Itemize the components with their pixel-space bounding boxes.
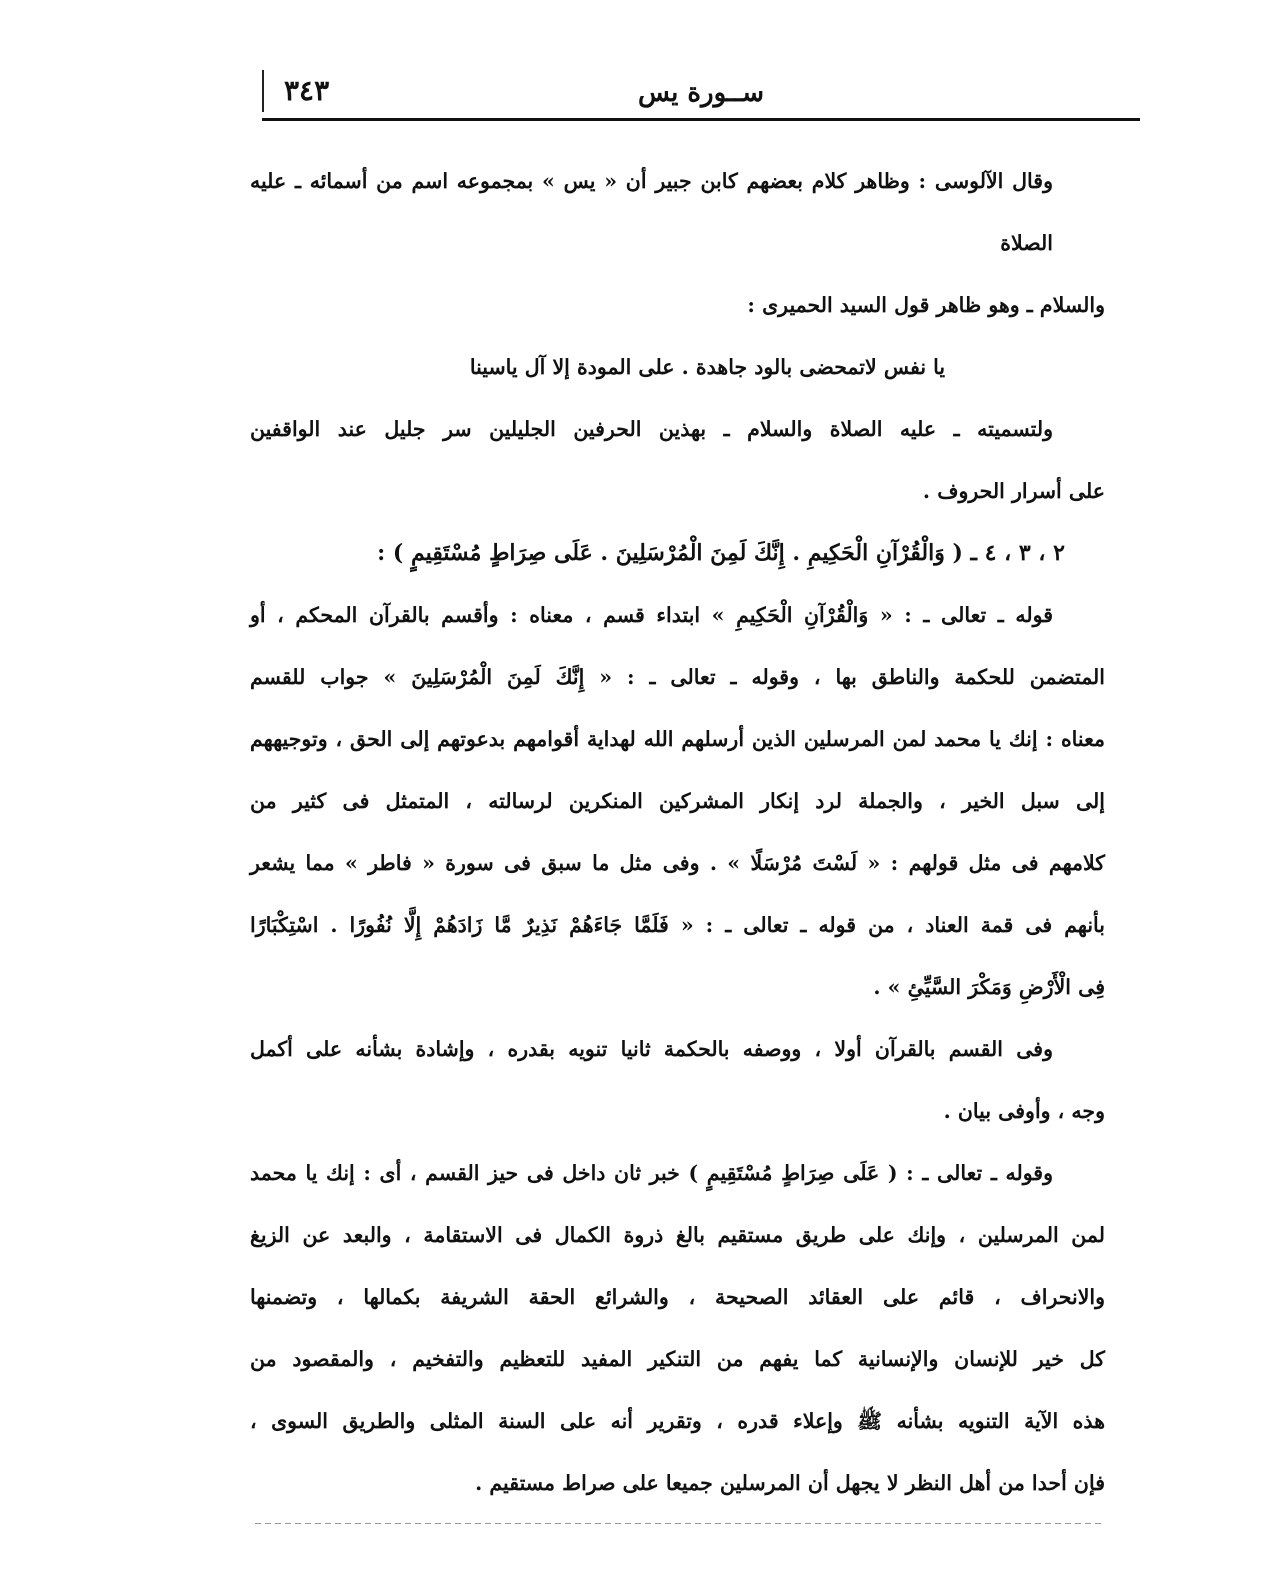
text-line: وجه ، وأوفى بيان . xyxy=(943,1099,1105,1123)
text-line: وقال الآلوسى : وظاهر كلام بعضهم كابن جبير أن « يس » بمجموعه اسم من أسمائه ـ عليه الصلاة xyxy=(250,169,1053,255)
text-line: والسلام ـ وهو ظاهر قول السيد الحميرى : xyxy=(747,293,1105,317)
text-line: معناه : إنك يا محمد لمن المرسلين الذين أرسلهم الله لهداية أقوامهم بدعوتهم إلى الحق ، وتوجيههم xyxy=(250,727,1105,751)
header-rule xyxy=(262,118,1140,121)
text-line: وقوله ـ تعالى ـ : ( عَلَى صِرَاطٍ مُسْتَقِيمٍ ) خبر ثان داخل فى حيز القسم ، أى : إنك يا محمد xyxy=(250,1161,1053,1185)
text-line: فِى الْأَرْضِ وَمَكْرَ السَّيِّئِ » . xyxy=(873,975,1105,999)
text-line: المتضمن للحكمة والناطق بها ، وقوله ـ تعالى ـ : « إِنَّكَ لَمِنَ الْمُرْسَلِينَ » جواب للقسم xyxy=(250,665,1105,689)
bottom-rule xyxy=(255,1523,1105,1524)
text-line: بأنهم فى قمة العناد ، من قوله ـ تعالى ـ : « فَلَمَّا جَاءَهُمْ نَذِيرٌ مَّا زَادَهُمْ إِلَّا نُفُورًا . اسْتِكْبَارًا xyxy=(250,913,1105,937)
page-number: ٣٤٣ xyxy=(284,74,330,107)
text-line: إلى سبل الخير ، والجملة لرد إنكار المشركين المنكرين لرسالته ، المتمثل فى كثير من xyxy=(250,789,1105,813)
page-header xyxy=(262,70,1140,122)
text-line: لمن المرسلين ، وإنك على طريق مستقيم بالغ ذروة الكمال فى الاستقامة ، والبعد عن الزيغ xyxy=(250,1223,1105,1247)
text-line: قوله ـ تعالى ـ : « وَالْقُرْآنِ الْحَكِيمِ » ابتداء قسم ، معناه : وأقسم بالقرآن المحكم ، أو xyxy=(250,603,1053,627)
text-line: والانحراف ، قائم على العقائد الصحيحة ، والشرائع الحقة الشريفة بكمالها ، وتضمنها xyxy=(250,1285,1105,1309)
text-line: كلامهم فى مثل قولهم : « لَسْتَ مُرْسَلًا » . وفى مثل ما سبق فى سورة « فاطر » مما يشعر xyxy=(250,851,1105,875)
surah-title: ســورة يس xyxy=(637,78,765,108)
page-body xyxy=(250,150,1105,1514)
text-line: ولتسميته ـ عليه الصلاة والسلام ـ بهذين الحرفين الجليلين سر جليل عند الواقفين xyxy=(250,417,1053,441)
text-line: كل خير للإنسان والإنسانية كما يفهم من التنكير المفيد للتعظيم والتفخيم ، والمقصود من xyxy=(250,1347,1105,1371)
text-line: على أسرار الحروف . xyxy=(922,479,1105,503)
quran-verse-heading: ٢ ، ٣ ، ٤ ـ ( وَالْقُرْآنِ الْحَكِيمِ . إِنَّكَ لَمِنَ الْمُرْسَلِينَ . عَلَى صِرَاطٍ مُسْتَقِيمٍ ) : xyxy=(377,540,1065,566)
poetry-verse: يا نفس لاتمحضى بالود جاهدة . على المودة إلا آل ياسينا xyxy=(469,355,946,379)
text-line: هذه الآية التنويه بشأنه ﷺ وإعلاء قدره ، وتقرير أنه على السنة المثلى والطريق السوى ، xyxy=(250,1409,1105,1433)
text-line: وفى القسم بالقرآن أولا ، ووصفه بالحكمة ثانيا تنويه بقدره ، وإشادة بشأنه على أكمل xyxy=(250,1037,1053,1061)
text-line: فإن أحدا من أهل النظر لا يجهل أن المرسلين جميعا على صراط مستقيم . xyxy=(475,1471,1105,1495)
